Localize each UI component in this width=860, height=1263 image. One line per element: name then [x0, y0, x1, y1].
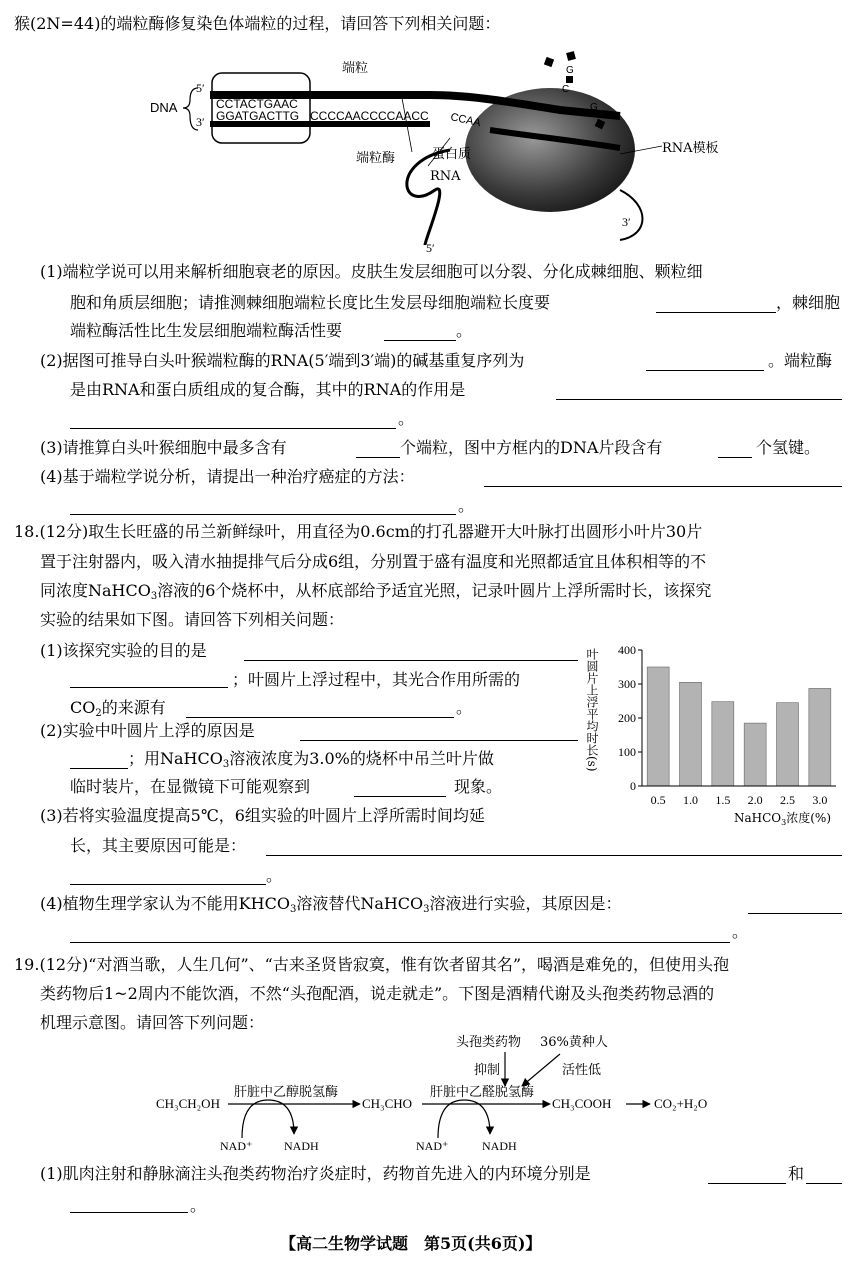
- q18-part2-line3b: 现象。: [454, 777, 503, 796]
- nucleotide-square-3: [566, 76, 573, 83]
- answer-blank-microscope[interactable]: [354, 796, 446, 797]
- label-inhibit: 抑制: [474, 1063, 501, 1078]
- q19-part1-line2b: 。: [190, 1196, 207, 1215]
- nad-plus-1: NAD⁺: [220, 1139, 253, 1153]
- answer-blank-purpose-2[interactable]: [70, 687, 228, 688]
- answer-blank-intravenous-2[interactable]: [70, 1212, 188, 1213]
- chart-y-tick-label: 300: [618, 677, 636, 691]
- q19-stem-line2: 类药物后1~2周内不能饮酒，不然“头孢配酒，说走就走”。下图是酒精代谢及头孢类药物忌酒的: [40, 984, 715, 1003]
- q18-part2-line2b: 溶液浓度为3.0%的烧杯中吊兰叶片做: [229, 749, 494, 768]
- chart-x-tick-label: 0.5: [650, 793, 666, 807]
- nadh-1: NADH: [284, 1139, 319, 1153]
- q18-part4-line1c: 溶液进行实验，其原因是：: [429, 894, 622, 913]
- q18-part4-line1a: (4)植物生理学家认为不能用KHCO: [40, 894, 290, 913]
- q18-stem-line3b: 溶液的6个烧杯中，从杯底部给予适宜光照，记录叶圆片上浮所需时长，该探究: [157, 581, 712, 600]
- q18-part4-line1b: 溶液替代NaHCO: [296, 894, 424, 913]
- label-dna: DNA: [150, 100, 178, 115]
- answer-blank-telomere-length[interactable]: [656, 312, 776, 313]
- chart-x-tick-label: 1.5: [715, 793, 731, 807]
- answer-blank-co2-source[interactable]: [186, 717, 454, 718]
- answer-blank-cancer-method-2[interactable]: [70, 514, 456, 515]
- q18-part2-line2: [128, 749, 494, 775]
- label-population: 36%黄种人: [540, 1035, 608, 1050]
- q17-part4-line2b: 。: [458, 496, 475, 515]
- answer-blank-intravenous-1[interactable]: [806, 1183, 842, 1184]
- nucleotide-square-1: [544, 57, 554, 67]
- nt-g2: G: [590, 102, 598, 113]
- q17-part3-c: 个氢键。: [756, 438, 821, 457]
- chart-y-tick-label: 400: [618, 643, 636, 657]
- chart-x-tick-label: 3.0: [812, 793, 828, 807]
- q18-part2-line3a: 临时装片，在显微镜下可能观察到: [70, 777, 311, 796]
- answer-blank-khco3-2[interactable]: [70, 942, 730, 943]
- answer-blank-purpose-1[interactable]: [244, 660, 578, 661]
- q18-stem-line4: 实验的结果如下图。请回答下列相关问题：: [40, 610, 345, 629]
- enzyme-aldehyde-dehydrogenase: 肝脏中乙醛脱氢酶: [430, 1085, 535, 1100]
- seq-bottom: GGATGACTTG: [216, 109, 300, 123]
- telomerase-figure: [150, 40, 750, 255]
- q17-part2-line3b: 。: [398, 409, 415, 428]
- chart-x-axis-label: [734, 810, 831, 827]
- alcohol-metabolism-diagram: [150, 1030, 770, 1153]
- label-3prime: 3′: [196, 115, 205, 129]
- chart-x-tick-label: 1.0: [683, 793, 698, 807]
- q17-part2-line1b: 。端粒酶: [768, 351, 833, 370]
- chart-bar-3.0: [809, 688, 831, 786]
- q18-part4-line2b: 。: [732, 922, 749, 941]
- nt-c: C: [562, 84, 570, 95]
- q19-part1-line1b: 和: [788, 1164, 805, 1183]
- answer-blank-hydrogen-bonds[interactable]: [718, 457, 752, 458]
- answer-blank-rna-role-1[interactable]: [556, 399, 842, 400]
- answer-blank-khco3-1[interactable]: [748, 913, 842, 914]
- q17-part1-line2a: 胞和角质层细胞；请推测棘细胞端粒长度比生发层母细胞端粒长度要: [70, 293, 551, 312]
- q17-part1-line1: (1)端粒学说可以用来解析细胞衰老的原因。皮肤生发层细胞可以分裂、分化成棘细胞、颗粒细: [40, 262, 703, 281]
- label-rna: RNA: [430, 169, 461, 184]
- q18-stem-line2: 置于注射器内，吸入清水抽提排气后分成6组，分别置于盛有温度和光照都适宜且体积相等的不: [40, 552, 707, 571]
- q17-part3-b: 个端粒，图中方框内的DNA片段含有: [400, 438, 663, 457]
- nucleotide-square-2: [566, 51, 576, 61]
- seq-bind: CCAA: [449, 111, 482, 130]
- q18-part1-line3c: 。: [456, 698, 473, 717]
- seq-top: CCTACTGAAC: [216, 97, 298, 111]
- q17-part1-line3b: 。: [456, 321, 473, 340]
- q18-part3-line2: 长，其主要原因可能是：: [70, 836, 247, 855]
- q17-part1-line2b: ，棘细胞: [776, 293, 841, 312]
- chart-x-label-sub: 3: [781, 818, 787, 827]
- label-bottom-3prime: 3′: [622, 215, 631, 229]
- label-bottom-5prime: 5′: [426, 241, 435, 255]
- answer-blank-intramuscular[interactable]: [708, 1183, 786, 1184]
- answer-blank-temperature-1[interactable]: [266, 855, 842, 856]
- q18-stem-line3: [40, 581, 711, 607]
- chart-y-tick-label: 100: [618, 745, 636, 759]
- q18-part2-line2a: ；用NaHCO: [128, 749, 223, 768]
- nt-g1: G: [566, 65, 574, 76]
- q18-part2-line2-sub: 3: [222, 759, 230, 770]
- q18-stem-line1: 18.(12分)取生长旺盛的吊兰新鲜绿叶，用直径为0.6cm的打孔器避开大叶脉打出圆形小叶片30片: [14, 522, 703, 541]
- chart-x-tick-label: 2.5: [780, 793, 795, 807]
- q17-part1-line3a: 端粒酶活性比生发层细胞端粒酶活性要: [70, 321, 343, 340]
- q18-part4-line1-sub: 3: [289, 904, 297, 915]
- chart-y-axis-label: 叶圆片上浮平均时长(s): [585, 648, 599, 772]
- intro-line: 猴(2N=44)的端粒酶修复染色体端粒的过程，请回答下列相关问题：: [14, 14, 501, 33]
- chart-y-tick-label: 200: [618, 711, 636, 725]
- arrow-low-activity: [522, 1054, 560, 1086]
- page-footer: 【高二生物学试题 第5页(共6页)】: [280, 1234, 542, 1253]
- q18-part4-line1-sub2: 3: [423, 904, 430, 915]
- chart-bar-2.0: [744, 723, 766, 786]
- q18-part1-line3-sub: 2: [95, 708, 102, 719]
- q18-part2-line1: (2)实验中叶圆片上浮的原因是: [40, 721, 255, 740]
- label-protein: 蛋白质: [432, 147, 472, 162]
- q19-part1-line1a: (1)肌肉注射和静脉滴注头孢类药物治疗炎症时，药物首先进入的内环境分别是: [40, 1164, 591, 1183]
- q18-part1-line3b: 的来源有: [101, 698, 166, 717]
- q17-part2-line2: 是由RNA和蛋白质组成的复合酶，其中的RNA的作用是: [70, 380, 466, 399]
- answer-blank-float-reason-1[interactable]: [300, 740, 578, 741]
- answer-blank-rna-role-2[interactable]: [70, 428, 396, 429]
- q17-part3-a: (3)请推算白头叶猴细胞中最多含有: [40, 438, 287, 457]
- seq-tail: CCCCAACCCCAACC: [310, 109, 429, 123]
- label-5prime: 5′: [196, 81, 205, 95]
- q18-part1-line1: (1)该探究实验的目的是: [40, 641, 207, 660]
- q18-stem-line3a: 同浓度NaHCO: [40, 581, 151, 600]
- answer-blank-telomerase-activity[interactable]: [384, 340, 456, 341]
- q18-part1-line2: ；叶圆片上浮过程中，其光合作用所需的: [232, 670, 521, 689]
- q19-stem-line1: 19.(12分)“对酒当歌，人生几何”、“古来圣贤皆寂寞，惟有饮者留其名”，喝酒是难免的，但使用头孢: [14, 955, 730, 974]
- chart-x-label-a: NaHCO: [734, 811, 782, 825]
- chart-bar-1.5: [712, 702, 734, 786]
- chart-bar-1.0: [680, 682, 702, 786]
- q18-stem-line3-sub: 3: [150, 591, 158, 602]
- label-low-activity: 活性低: [562, 1063, 602, 1078]
- compound-ethanol: CH₃CH₂OH: [156, 1096, 220, 1111]
- compound-acetaldehyde: CH₃CHO: [362, 1096, 413, 1111]
- chart-x-label-b: 浓度(%): [786, 811, 832, 825]
- q18-part1-line3a: CO: [70, 698, 96, 717]
- q17-part4-line1: (4)基于端粒学说分析，请提出一种治疗癌症的方法：: [40, 467, 415, 486]
- answer-blank-temperature-2[interactable]: [70, 884, 266, 885]
- compound-products: CO₂+H₂O: [654, 1096, 708, 1111]
- q17-part2-line1a: (2)据图可推导白头叶猴端粒酶的RNA(5′端到3′端)的碱基重复序列为: [40, 351, 525, 370]
- chart-x-tick-label: 2.0: [747, 793, 763, 807]
- label-cephalosporin: 头孢类药物: [456, 1035, 522, 1050]
- label-rna-template: RNA模板: [662, 141, 719, 156]
- nad-plus-2: NAD⁺: [416, 1139, 449, 1153]
- q18-part3-line1: (3)若将实验温度提高5℃，6组实验的叶圆片上浮所需时间均延: [40, 806, 485, 825]
- q18-part3-line3b: 。: [266, 866, 283, 885]
- nad-cycle-arc-1: [242, 1100, 294, 1138]
- rna-strand-curve: [407, 150, 450, 245]
- q19-stem-line3: 机理示意图。请回答下列问题：: [40, 1013, 265, 1032]
- nad-cycle-arc-2: [438, 1100, 490, 1138]
- compound-acetic-acid: CH₃COOH: [552, 1096, 612, 1111]
- answer-blank-telomere-count[interactable]: [356, 457, 400, 458]
- label-telomerase: 端粒酶: [356, 151, 396, 166]
- nadh-2: NADH: [482, 1139, 517, 1153]
- chart-y-tick-label: 0: [630, 779, 636, 793]
- chart-bar-0.5: [647, 667, 669, 786]
- float-time-bar-chart: [586, 638, 846, 828]
- answer-blank-cancer-method-1[interactable]: [484, 486, 842, 487]
- label-telomere: 端粒: [342, 61, 369, 76]
- answer-blank-float-reason-2[interactable]: [70, 768, 128, 769]
- q18-part4-line1: [40, 894, 622, 920]
- answer-blank-rna-sequence[interactable]: [646, 370, 764, 371]
- enzyme-alcohol-dehydrogenase: 肝脏中乙醇脱氢酶: [234, 1085, 339, 1100]
- chart-bar-2.5: [777, 703, 799, 786]
